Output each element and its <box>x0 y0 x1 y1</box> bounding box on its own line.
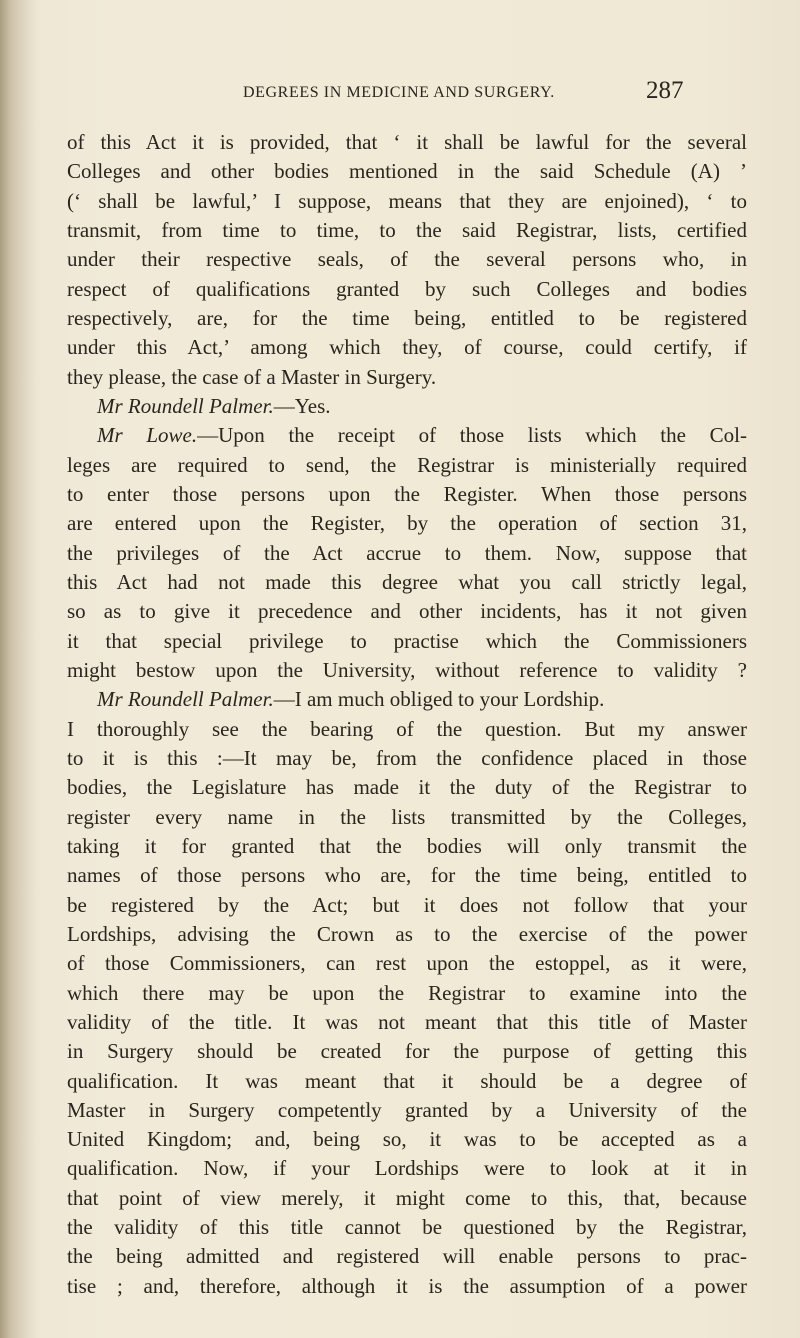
speaker-name: Mr Lowe. <box>97 423 198 448</box>
text-line-content <box>67 1125 747 1154</box>
text-line <box>67 891 747 920</box>
text-line-content <box>67 891 747 920</box>
text-line-content <box>67 1008 747 1037</box>
text-line <box>67 715 747 744</box>
text-line-content <box>67 275 747 304</box>
text-line <box>67 216 747 245</box>
line-text: this Act had not made this degree what you call strictly legal, <box>67 569 747 594</box>
text-line <box>67 509 747 538</box>
line-text: —Yes. <box>273 393 331 418</box>
text-line-content <box>67 861 747 890</box>
text-line <box>67 245 747 274</box>
text-line <box>67 363 747 392</box>
text-line-content <box>67 539 747 568</box>
line-text: Lordships, advising the Crown as to the exercise of the power <box>67 921 747 946</box>
line-text: respect of qualifications granted by such Colleges and bodies <box>67 276 747 301</box>
line-text: bodies, the Legislature has made it the duty of the Registrar to <box>67 775 747 800</box>
text-line-content <box>67 1242 747 1271</box>
text-line <box>67 1125 747 1154</box>
text-line <box>67 539 747 568</box>
text-line-content <box>67 773 747 802</box>
text-line <box>67 744 747 773</box>
page-gutter-shadow <box>0 0 36 1338</box>
text-line <box>67 480 747 509</box>
text-line-content <box>67 509 747 538</box>
line-text: United Kingdom; and, being so, it was to be accepted as a <box>67 1127 747 1152</box>
line-text: —I am much obliged to your Lordship. <box>273 687 605 712</box>
line-text: qualification. Now, if your Lordships were to look at it in <box>67 1156 747 1181</box>
text-line <box>67 627 747 656</box>
text-line-content <box>67 392 747 421</box>
text-line-content <box>67 568 747 597</box>
text-line <box>67 979 747 1008</box>
line-text: are entered upon the Register, by the operation of section 31, <box>67 511 747 536</box>
line-text: (‘ shall be lawful,’ I suppose, means that they are enjoined), ‘ to <box>67 188 747 213</box>
line-text: validity of the title. It was not meant that this title of Master <box>67 1009 747 1034</box>
line-text: it that special privilege to practise which the Commissioners <box>67 628 747 653</box>
line-text: Master in Surgery competently granted by a University of the <box>67 1097 747 1122</box>
line-text: names of those persons who are, for the time being, entitled to <box>67 863 747 888</box>
line-text: to it is this :—It may be, from the confidence placed in those <box>67 745 747 770</box>
text-line <box>67 421 747 450</box>
text-line-content <box>67 1154 747 1183</box>
line-text: I thoroughly see the bearing of the question. But my answer <box>67 716 747 741</box>
running-head <box>0 77 800 112</box>
text-line <box>67 861 747 890</box>
text-line <box>67 1037 747 1066</box>
speaker-name: Mr Roundell Palmer. <box>97 687 274 712</box>
text-line <box>67 1213 747 1242</box>
text-line <box>67 304 747 333</box>
text-line-content <box>67 685 747 714</box>
line-text: tise ; and, therefore, although it is the assumption of a power <box>67 1273 747 1298</box>
line-text: so as to give it precedence and other incidents, has it not given <box>67 599 747 624</box>
text-line-content <box>67 480 747 509</box>
line-text: transmit, from time to time, to the said Registrar, lists, certified <box>67 217 747 242</box>
text-line-content <box>67 421 747 450</box>
text-line-content <box>67 216 747 245</box>
line-text: of this Act it is provided, that ‘ it shall be lawful for the several <box>67 130 747 154</box>
text-line <box>67 597 747 626</box>
text-line <box>67 187 747 216</box>
text-line <box>67 1272 747 1301</box>
speaker-name: Mr Roundell Palmer. <box>97 393 274 418</box>
line-text: Colleges and other bodies mentioned in the said Schedule (A) ’ <box>67 159 747 184</box>
line-text: taking it for granted that the bodies will only transmit the <box>67 833 747 858</box>
line-text: be registered by the Act; but it does not follow that your <box>67 892 747 917</box>
text-line-content <box>67 363 747 392</box>
running-head-title: DEGREES IN MEDICINE AND SURGERY. <box>243 84 555 101</box>
text-line <box>67 568 747 597</box>
line-text: they please, the case of a Master in Surgery. <box>67 364 437 389</box>
page-number: 287 <box>646 77 684 104</box>
text-line <box>67 333 747 362</box>
text-line-content <box>67 627 747 656</box>
line-text: register every name in the lists transmitted by the Colleges, <box>67 804 747 829</box>
line-text: might bestow upon the University, without reference to validity ? <box>67 657 747 682</box>
line-text: under this Act,’ among which they, of course, could certify, if <box>67 335 747 360</box>
line-text: in Surgery should be created for the purpose of getting this <box>67 1039 747 1064</box>
text-line-content <box>67 128 747 157</box>
text-line <box>67 773 747 802</box>
text-line <box>67 157 747 186</box>
line-text: the privileges of the Act accrue to them. Now, suppose that <box>67 540 747 565</box>
text-line-content <box>67 157 747 186</box>
text-line <box>67 949 747 978</box>
line-text: that point of view merely, it might come to this, that, because <box>67 1185 747 1210</box>
text-line-content <box>67 1213 747 1242</box>
text-line <box>67 128 747 157</box>
line-text: the being admitted and registered will enable persons to prac- <box>67 1244 747 1269</box>
line-text: respectively, are, for the time being, entitled to be registered <box>67 305 747 330</box>
text-line-content <box>67 920 747 949</box>
text-line <box>67 1008 747 1037</box>
text-line <box>67 1184 747 1213</box>
text-line-content <box>67 304 747 333</box>
line-text: to enter those persons upon the Register. When those persons <box>67 481 747 506</box>
text-line <box>67 275 747 304</box>
line-text: under their respective seals, of the several persons who, in <box>67 247 747 272</box>
text-line-content <box>67 715 747 744</box>
text-line <box>67 1096 747 1125</box>
text-line-content <box>67 949 747 978</box>
text-line-content <box>67 1037 747 1066</box>
text-line-content <box>67 451 747 480</box>
body-text <box>67 128 747 1301</box>
text-line <box>67 1067 747 1096</box>
text-line <box>67 832 747 861</box>
line-text: —Upon the receipt of those lists which the Col- <box>197 423 747 448</box>
text-line-content <box>67 333 747 362</box>
line-text: qualification. It was meant that it should be a degree of <box>67 1068 747 1093</box>
text-line <box>67 392 747 421</box>
text-line-content <box>67 803 747 832</box>
text-line-content <box>67 187 747 216</box>
text-line-content <box>67 1096 747 1125</box>
text-line-content <box>67 245 747 274</box>
text-line <box>67 685 747 714</box>
text-line <box>67 920 747 949</box>
line-text: of those Commissioners, can rest upon the estoppel, as it were, <box>67 951 747 976</box>
text-line-content <box>67 1184 747 1213</box>
text-line-content <box>67 656 747 685</box>
text-line <box>67 1242 747 1271</box>
text-line <box>67 803 747 832</box>
text-line-content <box>67 744 747 773</box>
text-line-content <box>67 597 747 626</box>
text-line-content <box>67 1067 747 1096</box>
line-text: the validity of this title cannot be questioned by the Registrar, <box>67 1215 747 1240</box>
text-line <box>67 451 747 480</box>
text-line-content <box>67 979 747 1008</box>
text-line-content <box>67 832 747 861</box>
text-line-content <box>67 1272 747 1301</box>
text-line <box>67 656 747 685</box>
text-line <box>67 1154 747 1183</box>
line-text: which there may be upon the Registrar to examine into the <box>67 980 747 1005</box>
line-text: leges are required to send, the Registrar is ministerially required <box>67 452 747 477</box>
